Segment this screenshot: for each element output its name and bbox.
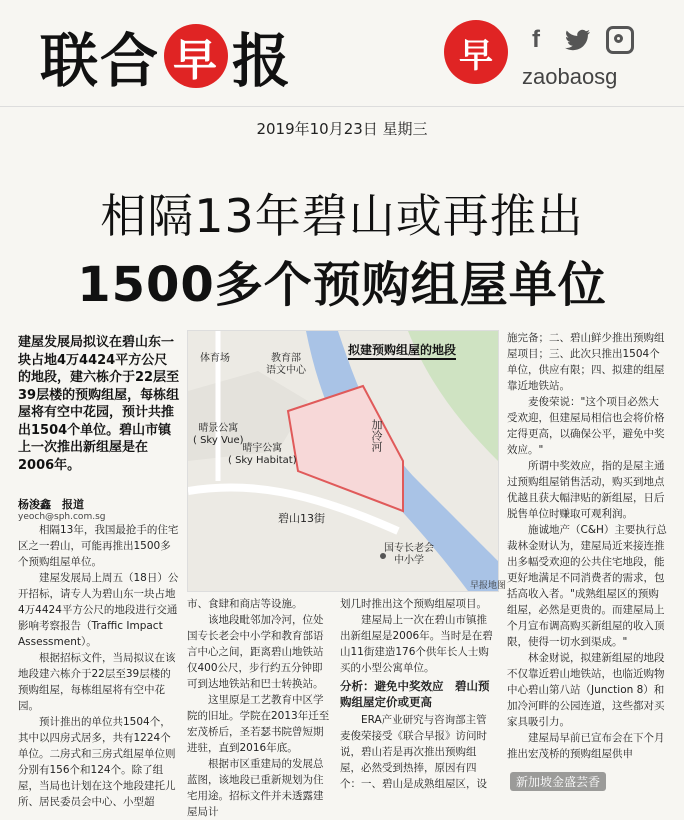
masthead-text-1: 联合 xyxy=(40,27,161,95)
headline-line-1: 相隔13年碧山或再推出 xyxy=(100,189,584,243)
map-label-school: 国专长老会 中小学 xyxy=(384,543,434,566)
paragraph: 林金财说，拟建新组屋的地段不仅靠近碧山地铁站，也临近购物中心碧山第八站（Junction 8）和加冷河畔的公园连道，这些都对买家具吸引力。 xyxy=(507,652,665,728)
map-credit: 早报地图 xyxy=(470,581,507,591)
map-label-street: 碧山13街 xyxy=(278,512,325,525)
issue-date: 2019年10月23日 星期三 xyxy=(256,120,428,138)
map-label-moe: 教育部 语文中心 xyxy=(266,353,306,376)
paragraph: 施诚地产（C&H）主要执行总裁林金财认为，建屋局近来接连推出多幅受欢迎的公共住宅地段，能更好地满足不同消费者的需求，包括高收入者。"成熟组屋区的预购组屋，必然是更贵的。而建屋局上个月宣布调高购买新组屋的收入顶限，使得一切水到渠成。" xyxy=(507,524,667,648)
article-column-1 xyxy=(18,522,180,810)
facebook-icon[interactable]: f xyxy=(532,26,540,53)
instagram-icon[interactable] xyxy=(606,26,634,54)
paragraph: 这里原是工艺教育中区学院的旧址。学院在2013年迁至宏茂桥后，圣若瑟书院曾短期进驻，直到2016年底。 xyxy=(187,694,330,754)
paragraph: ERA产业研究与咨询部主管麦俊荣接受《联合早报》访问时说，碧山若是再次推出预购组屋，必然受到热捧，原因有四个：一、碧山是成熟组屋区，设 xyxy=(340,714,487,790)
masthead-zao-badge: 早 xyxy=(164,24,228,88)
paragraph: 建屋发展局上周五（18日）公开招标，请专人为碧山东一块占地4万4424平方公尺的地段进行交通影响考察报告（Traffic Impact Assessment）。 xyxy=(18,572,179,648)
paragraph: 该地段毗邻加冷河，位处国专长老会中小学和教育部语言中心之间，距离碧山地铁站仅400公尺，步行约五分钟即可到达地铁站和巴士转换站。 xyxy=(187,614,324,690)
paragraph: 根据市区重建局的发展总蓝图，该地段已重新规划为住宅用途。招标文件并未透露建屋局计 xyxy=(187,758,324,818)
byline: 杨浚鑫 报道 xyxy=(18,498,84,511)
paragraph: 划几时推出这个预购组屋项目。 xyxy=(340,598,487,610)
article-column-2 xyxy=(187,596,333,820)
map-label-skyvue: 晴景公寓 ( Sky Vue) xyxy=(193,423,244,446)
paragraph: 施完备；二、碧山鲜少推出预购组屋项目；三、此次只推出1504个单位，供应有限；四、拟建的组屋靠近地铁站。 xyxy=(507,332,665,392)
paragraph: 预计推出的单位共1504个，其中以四房式居多，共有1224个单位。二房式和三房式组屋单位则分别有156个和124个。除了组屋，当局也计划在这个地段建托儿所、居民委员会中心、小型超 xyxy=(18,716,176,808)
zaobao-logo[interactable]: 早 xyxy=(444,20,508,84)
headline-line-2: 1500多个预购组屋单位 xyxy=(77,257,607,313)
article-column-4 xyxy=(507,330,667,762)
map-label-river: 加冷河 xyxy=(370,419,383,452)
social-handle: zaobaosg xyxy=(522,64,618,89)
social-icons xyxy=(522,26,634,54)
analysis-subheading: 分析：避免中奖效应 碧山预购组屋定价或更高 xyxy=(340,679,490,709)
paragraph: 市、食肆和商店等设施。 xyxy=(187,598,303,610)
map-label-stadium: 体育场 xyxy=(200,353,230,364)
masthead-text-2: 报 xyxy=(232,27,293,95)
header-divider xyxy=(0,106,684,107)
article-column-3 xyxy=(340,596,494,792)
author-email[interactable]: yeoch@sph.com.sg xyxy=(18,512,106,522)
masthead-header xyxy=(0,0,684,108)
paragraph: 麦俊荣说："这个项目必然大受欢迎，但建屋局相信也会将价格定得更高，以确保公平，避免中奖效应。" xyxy=(507,396,665,456)
paragraph: 相隔13年，我国最抢手的住宅区之一碧山，可能再推出1500多个预购组屋单位。 xyxy=(18,524,179,568)
paragraph: 建屋局上一次在碧山市镇推出新组屋是2006年。当时是在碧山11街建造176个供年长人士购买的小型公寓单位。 xyxy=(340,614,493,674)
location-map xyxy=(187,330,499,592)
paragraph: 建屋局早前已宣布会在下个月推出宏茂桥的预购组屋供申 xyxy=(507,732,665,760)
map-title: 拟建预购组屋的地段 xyxy=(348,341,456,360)
twitter-icon[interactable] xyxy=(564,26,592,54)
article-lead: 建屋发展局拟议在碧山东一块占地4万4424平方公尺的地段，建六栋介于22层至39层楼的预购组屋，每栋组屋将有空中花园，预计共推出1504个单位。碧山市镇上一次推出新组屋是在2006年。 xyxy=(18,335,180,473)
watermark: 新加坡金盛芸香 xyxy=(510,772,606,791)
newspaper-masthead xyxy=(40,14,292,98)
paragraph: 所谓中奖效应，指的是屋主通过预购组屋销售活动，购买到地点优越且获大幅津贴的新组屋，日后脱售单位时赚取可观利润。 xyxy=(507,460,665,520)
paragraph: 根据招标文件，当局拟议在该地段建六栋介于22层至39层楼的预购组屋，每栋组屋将有空中花园。 xyxy=(18,652,176,712)
map-label-skyhabitat: 晴宇公寓 ( Sky Habitat) xyxy=(228,443,297,466)
